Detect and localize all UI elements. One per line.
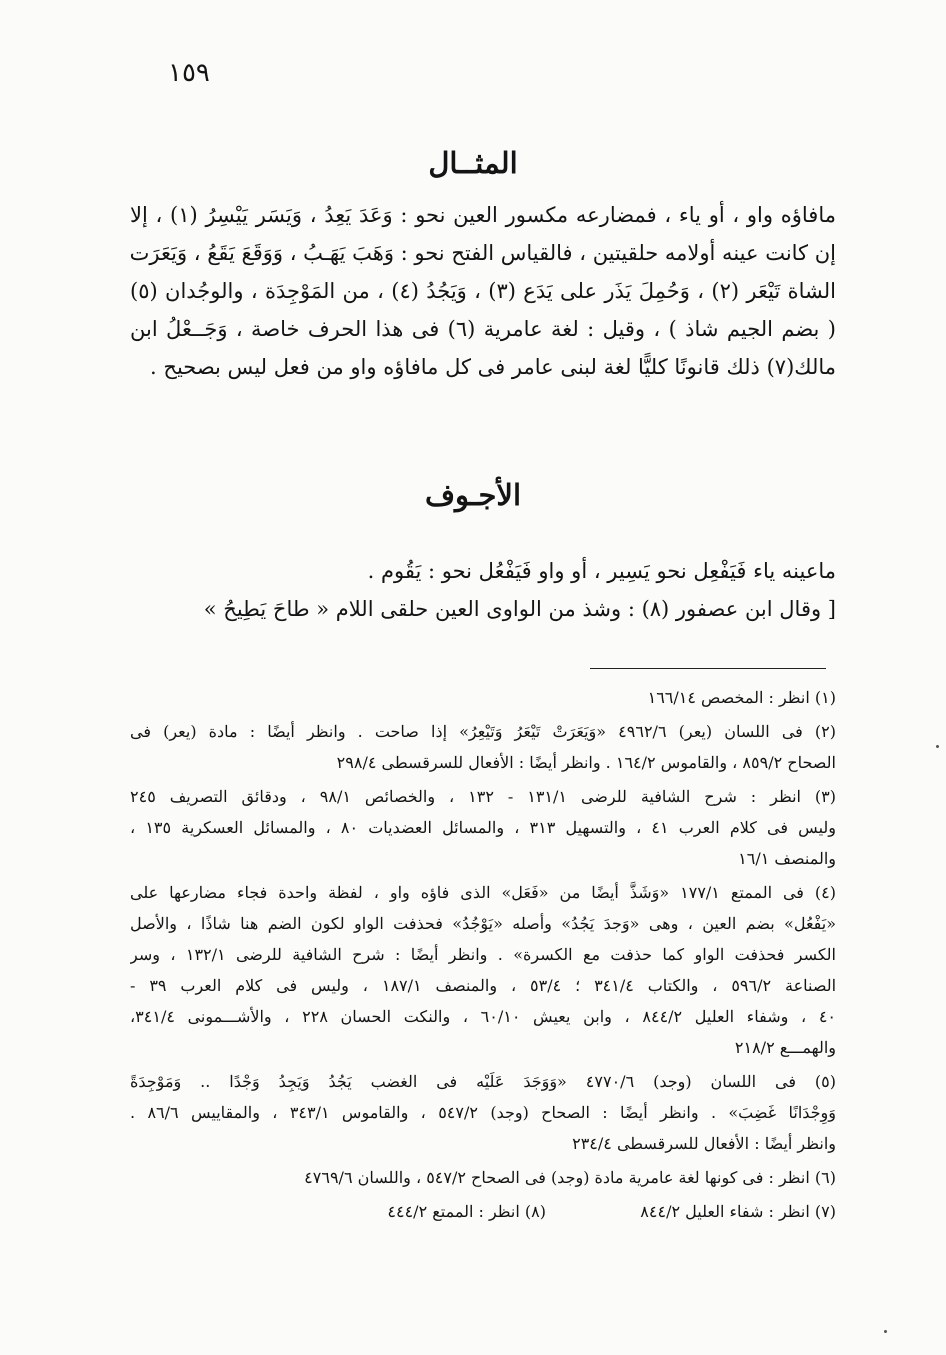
footnote-1 [130, 682, 836, 713]
body-line: ماعينه ياء فَيَفْعِل نحو يَسِير ، أو واو فَيَفْعُل نحو : يَقُوم . [367, 559, 836, 583]
body-line: مالك(٧) ذلك قانونًا كليًّا لغة لبنى عامر فى كل مافاؤه واو من فعل ليس بصحيح . [150, 355, 836, 379]
footnote-line: الكسر فحذفت الواو كما حذفت مع الكسرة» . وانظر أيضًا : شرح الشافية للرضى ١٣٢/١ ، وسر [130, 945, 836, 964]
body-line: ( بضم الجيم شاذ ) ، وقيل : لغة عامرية (٦) فى هذا الحرف خاصة ، وَجَــعْلُ ابن [130, 317, 836, 341]
footnote-separator [590, 668, 826, 669]
footnotes [130, 682, 836, 1227]
footnote-line: والمنصف ١٦/١ [738, 849, 836, 868]
footnote-line: الصناعة ٥٩٦/٢ ، والكتاب ٣٤١/٤ ؛ ٥٣/٤ ، والمنصف ١٨٧/١ ، وليس فى كلام العرب ٣٩ - [130, 976, 836, 995]
footnote-line: (٥) فى اللسان (وجد) ٤٧٧٠/٦ «وَوَجَدَ عَلَيْه فى الغضب يَجُدُ وَيَجِدُ وَجْدًا .. وَمَوْجِدَةً [130, 1072, 836, 1091]
footnote-line: «يَفْعُل» بضم العين ، وهى «وَجدَ يَجُدُ» وأصله «يَوْجُدُ» فحذفت الواو لكون الضم هنا شاذًا ، والأصل [130, 914, 836, 933]
body-line: [ وقال ابن عصفور (٨) : وشذ من الواوى العين حلقى اللام « طاحَ يَطِيحُ » [203, 597, 836, 621]
page-number: ١٥٩ [168, 58, 210, 88]
footnote-line: وَوِجْدَانًا غَضِبَ» . وانظر أيضًا : الصحاح (وجد) ٥٤٧/٢ ، والقاموس ٣٤٣/١ ، والمقاييس ٨٦/٦ . [130, 1103, 836, 1122]
footnote-3 [130, 781, 836, 874]
footnote-line: والهمـــع ٢١٨/٢ [734, 1038, 836, 1057]
section-heading-ajwaf: الأجـوف [424, 478, 522, 512]
footnote-line: وانظر أيضًا : الأفعال للسرقسطى ٢٣٤/٤ [572, 1134, 836, 1153]
margin-speck [936, 745, 939, 748]
section-body-mithal [130, 196, 836, 386]
footnote-line: ٤٠ ، وشفاء العليل ٨٤٤/٢ ، وابن يعيش ٦٠/١٠ ، والنكت الحسان ٢٢٨ ، والأشـــمونى ٣٤١/٤، [130, 1007, 836, 1026]
footnote-8: (٨) انظر : الممتع ٤٤٤/٢ [387, 1202, 546, 1221]
footnote-7: (٧) انظر : شفاء العليل ٨٤٤/٢ [640, 1202, 836, 1221]
body-line: الشاة تَيْعَر (٢) ، وَحُمِلَ يَذَر على يَدَع (٣) ، وَيَجُدُ (٤) ، من المَوْجِدَة ، والوجُدان (٥) [130, 279, 836, 303]
margin-speck [884, 1330, 887, 1333]
footnote-5 [130, 1066, 836, 1159]
footnote-6 [130, 1162, 836, 1193]
body-line: مافاؤه واو ، أو ياء ، فمضارعه مكسور العين نحو : وَعَدَ يَعِدُ ، وَيَسَر يَيْسِرُ (١) ، إلا [130, 203, 836, 227]
footnote-line: (٤) فى الممتع ١٧٧/١ «وَشَذَّ أيضًا من «فَعَل» الذى فاؤه واو ، لفظة واحدة فجاء مضارعها على [130, 883, 836, 902]
footnote-line: الصحاح ٨٥٩/٢ ، والقاموس ١٦٤/٢ . وانظر أيضًا : الأفعال للسرقسطى ٢٩٨/٤ [336, 753, 836, 772]
section-body-ajwaf [130, 552, 836, 628]
footnote-pair-7-8 [130, 1196, 836, 1227]
section-heading-mithal: المثــال [428, 146, 518, 180]
footnote-line: (٣) انظر : شرح الشافية للرضى ١٣١/١ - ١٣٢ ، والخصائص ٩٨/١ ، ودقائق التصريف ٢٤٥ [130, 787, 836, 806]
footnote-line: (١) انظر : المخصص ١٦٦/١٤ [647, 688, 836, 707]
footnote-line: (٦) انظر : فى كونها لغة عامرية مادة (وجد) فى الصحاح ٥٤٧/٢ ، واللسان ٤٧٦٩/٦ [304, 1168, 836, 1187]
footnote-2 [130, 716, 836, 778]
body-line: إن كانت عينه أولامه حلقيتين ، فالقياس الفتح نحو : وَهَبَ يَهَـبُ ، وَوَقَعَ يَقَعُ ، وَيَعَرَت [130, 241, 836, 265]
footnote-4 [130, 877, 836, 1063]
footnote-line: (٢) فى اللسان (يعر) ٤٩٦٢/٦ «وَيَعَرَتْ تَيْعَرُ وَتَيْعِرُ» إذا صاحت . وانظر أيضًا : مادة (يعر) فى [130, 722, 836, 741]
footnote-line: وليس فى كلام العرب ٤١ ، والتسهيل ٣١٣ ، والمسائل العضديات ٨٠ ، والمسائل العسكرية ١٣٥ ، [130, 818, 836, 837]
